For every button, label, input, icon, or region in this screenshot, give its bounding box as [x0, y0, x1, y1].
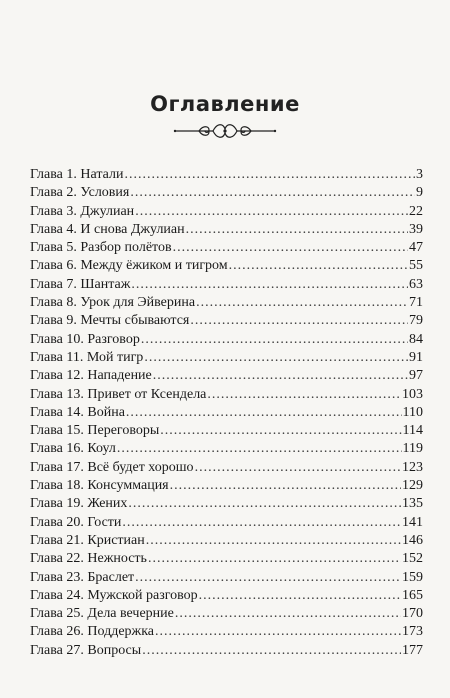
toc-entry-page: 129	[402, 478, 423, 494]
toc-entry[interactable]	[30, 331, 423, 349]
toc-entry-page: 152	[402, 551, 423, 567]
dot-leader	[135, 569, 401, 587]
toc-entry-label: Глава 11. Мой тигр	[30, 349, 144, 365]
dot-leader	[131, 276, 408, 294]
toc-entry-page: 177	[402, 642, 423, 658]
toc-entry-page: 170	[402, 606, 423, 622]
toc-entry-page: 84	[409, 331, 423, 347]
toc-entry-label: Глава 2. Условия	[30, 185, 130, 201]
toc-entry-page: 165	[402, 587, 423, 603]
toc-entry-page: 159	[402, 569, 423, 585]
toc-entry[interactable]	[30, 221, 423, 239]
toc-entry-page: 97	[409, 368, 423, 384]
toc-entry-label: Глава 1. Натали	[30, 167, 124, 182]
dot-leader	[146, 532, 401, 550]
page-title: Оглавление	[150, 92, 300, 116]
dot-leader	[128, 495, 401, 513]
dot-leader	[190, 312, 408, 330]
dot-leader	[186, 221, 408, 239]
dot-leader	[144, 349, 408, 367]
toc-entry-label: Глава 8. Урок для Эйверина	[30, 295, 196, 311]
dot-leader	[207, 386, 401, 404]
toc-entry[interactable]	[30, 404, 423, 422]
toc-entry-label: Глава 5. Разбор полётов	[30, 240, 172, 256]
toc-entry-label: Глава 4. И снова Джулиан	[30, 221, 185, 237]
toc-entry-page: 55	[409, 258, 423, 274]
dot-leader	[122, 514, 401, 532]
toc-entry[interactable]	[30, 550, 423, 568]
toc-entry[interactable]	[30, 166, 423, 184]
toc-entry-label: Глава 15. Переговоры	[30, 423, 160, 439]
dot-leader	[135, 203, 408, 221]
toc-entry-label: Глава 13. Привет от Ксендела	[30, 386, 207, 402]
dot-leader	[153, 367, 408, 385]
dot-leader	[173, 239, 408, 257]
toc-entry-label: Глава 20. Гости	[30, 514, 122, 530]
dot-leader	[155, 623, 401, 641]
toc-entry[interactable]	[30, 569, 423, 587]
dot-leader	[142, 642, 401, 660]
toc-entry[interactable]	[30, 276, 423, 294]
toc-entry[interactable]	[30, 239, 423, 257]
dot-leader	[199, 587, 401, 605]
dot-leader	[117, 440, 402, 458]
dot-leader	[148, 550, 401, 568]
toc-entry-page: 110	[402, 404, 423, 420]
dot-leader	[229, 257, 408, 275]
toc-entry[interactable]	[30, 386, 423, 404]
toc-entry[interactable]	[30, 440, 423, 458]
toc-entry[interactable]	[30, 203, 423, 221]
toc-entry-page: 91	[409, 349, 423, 365]
toc-entry-page: 141	[402, 514, 423, 530]
toc-entry-page: 22	[409, 203, 423, 219]
dot-leader	[124, 166, 415, 184]
toc-entry-label: Глава 3. Джулиан	[30, 203, 135, 219]
toc-entry[interactable]	[30, 642, 423, 660]
toc-entry-label: Глава 10. Разговор	[30, 331, 140, 347]
toc-entry-label: Глава 23. Браслет	[30, 569, 135, 585]
table-of-contents	[30, 166, 423, 660]
toc-entry-page: 9	[416, 185, 423, 201]
toc-entry-page: 63	[409, 276, 423, 292]
toc-entry-label: Глава 18. Консуммация	[30, 478, 169, 494]
toc-entry-label: Глава 12. Нападение	[30, 368, 152, 384]
toc-entry-label: Глава 19. Жених	[30, 496, 128, 512]
toc-entry-page: 123	[402, 459, 423, 475]
dot-leader	[160, 422, 401, 440]
dot-leader	[170, 477, 401, 495]
toc-entry-label: Глава 27. Вопросы	[30, 642, 142, 658]
toc-entry[interactable]	[30, 349, 423, 367]
toc-entry[interactable]	[30, 294, 423, 312]
toc-entry-page: 3	[416, 167, 423, 182]
toc-entry-label: Глава 7. Шантаж	[30, 276, 131, 292]
dot-leader	[175, 605, 401, 623]
dot-leader	[141, 331, 408, 349]
toc-entry[interactable]	[30, 459, 423, 477]
toc-entry-page: 39	[409, 221, 423, 237]
toc-entry-page: 114	[402, 423, 423, 439]
toc-entry-page: 146	[402, 532, 423, 548]
toc-entry-page: 79	[409, 313, 423, 329]
toc-entry-label: Глава 26. Поддержка	[30, 624, 155, 640]
toc-entry-page: 135	[402, 496, 423, 512]
toc-entry[interactable]	[30, 312, 423, 330]
toc-entry-page: 103	[402, 386, 423, 402]
toc-entry-label: Глава 9. Мечты сбываются	[30, 313, 190, 329]
toc-entry[interactable]	[30, 257, 423, 275]
toc-entry-label: Глава 22. Нежность	[30, 551, 147, 567]
toc-entry[interactable]	[30, 605, 423, 623]
toc-entry-page: 71	[409, 295, 423, 311]
toc-entry[interactable]	[30, 623, 423, 641]
toc-entry-label: Глава 14. Война	[30, 404, 125, 420]
toc-entry-page: 173	[402, 624, 423, 640]
toc-entry[interactable]	[30, 532, 423, 550]
dot-leader	[130, 184, 415, 202]
dot-leader	[195, 459, 401, 477]
toc-entry[interactable]	[30, 514, 423, 532]
toc-entry-label: Глава 21. Кристиан	[30, 532, 145, 548]
toc-entry[interactable]	[30, 367, 423, 385]
toc-entry-label: Глава 25. Дела вечерние	[30, 606, 174, 622]
toc-entry-label: Глава 17. Всё будет хорошо	[30, 459, 194, 475]
toc-entry[interactable]	[30, 184, 423, 202]
toc-entry[interactable]	[30, 477, 423, 495]
dot-leader	[126, 404, 402, 422]
toc-entry-label: Глава 24. Мужской разговор	[30, 587, 198, 603]
toc-header	[0, 92, 450, 142]
toc-entry-label: Глава 6. Между ёжиком и тигром	[30, 258, 228, 274]
toc-entry[interactable]	[30, 495, 423, 513]
toc-entry[interactable]	[30, 587, 423, 605]
toc-entry-label: Глава 16. Коул	[30, 441, 116, 457]
dot-leader	[196, 294, 408, 312]
toc-entry-page: 119	[402, 441, 423, 457]
toc-entry-page: 47	[409, 240, 423, 256]
toc-entry[interactable]	[30, 422, 423, 440]
flourish-ornament-icon	[169, 120, 281, 142]
